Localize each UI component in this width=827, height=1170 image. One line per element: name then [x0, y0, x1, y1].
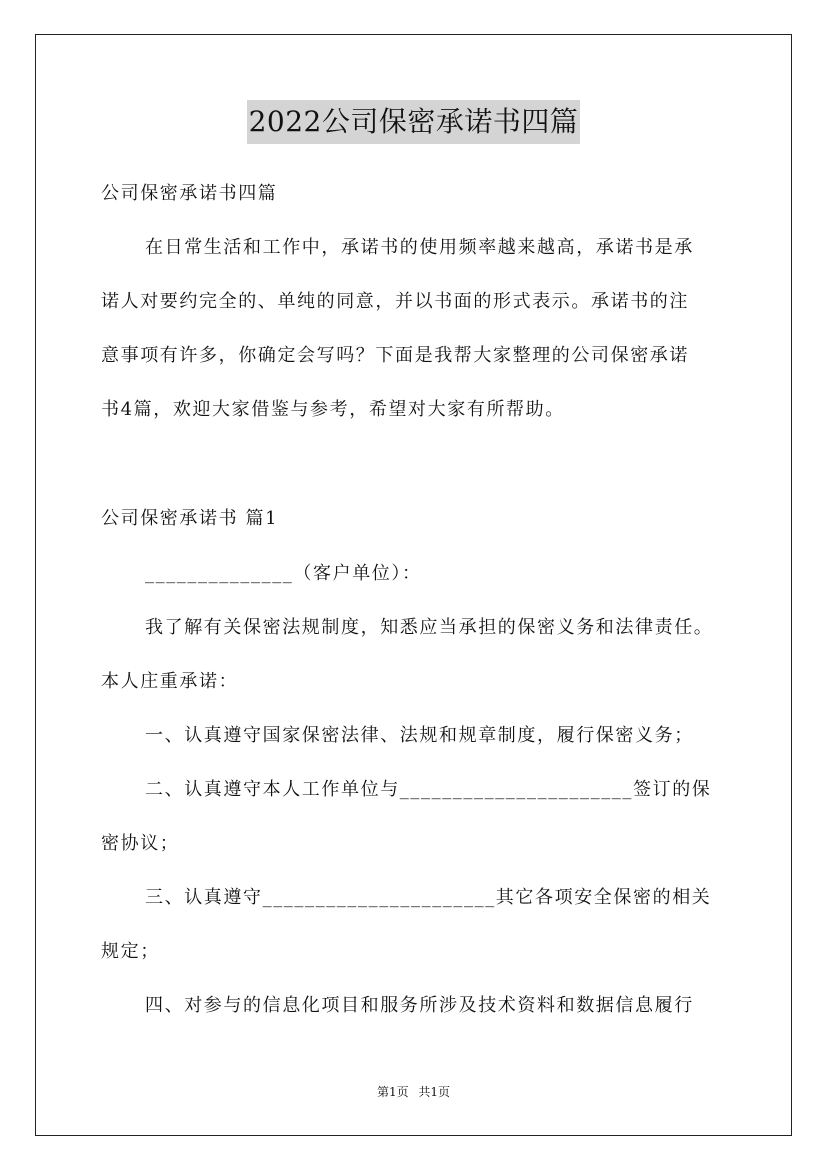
section-heading: 公司保密承诺书 篇1	[101, 508, 279, 529]
subheading: 公司保密承诺书四篇	[101, 183, 278, 204]
intro-line-2: 诺人对要约完全的、单纯的同意，并以书面的形式表示。承诺书的注	[101, 291, 689, 312]
document-title: 2022公司保密承诺书四篇	[247, 100, 581, 144]
item-4-line-1: 四、对参与的信息化项目和服务所涉及技术资料和数据信息履行	[145, 995, 694, 1016]
item-3-line-2: 规定；	[101, 941, 160, 962]
item-2-line-1: 二、认真遵守本人工作单位与______________________签订的保	[145, 779, 712, 800]
title-container	[0, 100, 827, 144]
client-line: ______________（客户单位）：	[145, 563, 422, 584]
item-1: 一、认真遵守国家保密法律、法规和规章制度，履行保密义务；	[145, 725, 694, 746]
page-total: 共1页	[418, 1085, 451, 1099]
statement-line-1: 我了解有关保密法规制度，知悉应当承担的保密义务和法律责任。	[145, 617, 714, 638]
statement-line-2: 本人庄重承诺：	[101, 671, 239, 692]
page-footer	[0, 1083, 827, 1101]
intro-line-3: 意事项有许多，你确定会写吗？下面是我帮大家整理的公司保密承诺	[101, 345, 689, 366]
intro-line-1: 在日常生活和工作中，承诺书的使用频率越来越高，承诺书是承	[145, 237, 694, 258]
item-2-line-2: 密协议；	[101, 833, 180, 854]
intro-line-4: 书4篇，欢迎大家借鉴与参考，希望对大家有所帮助。	[101, 399, 565, 420]
item-3-line-1: 三、认真遵守______________________其它各项安全保密的相关	[145, 887, 712, 908]
page-number: 第1页	[376, 1085, 409, 1099]
